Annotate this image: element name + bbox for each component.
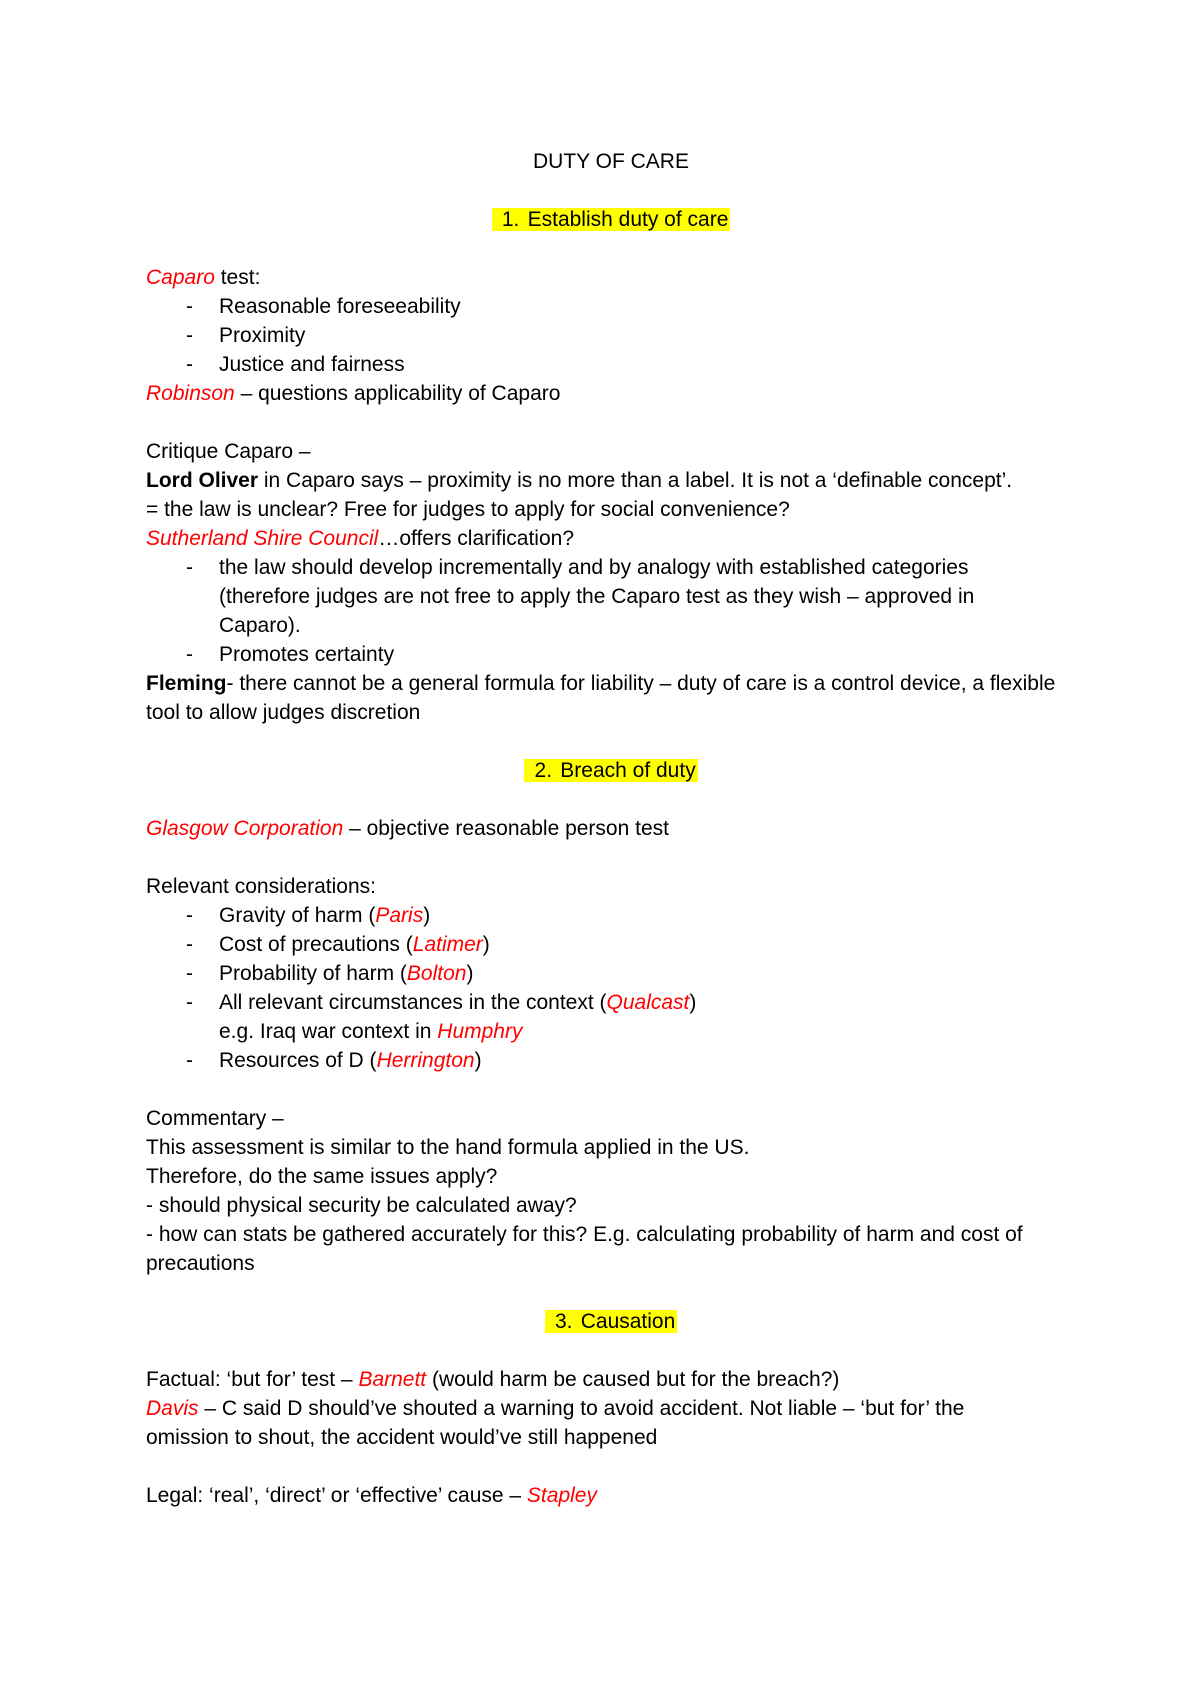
case-name: Robinson	[146, 382, 235, 405]
list-item: - the law should develop incrementally and by analogy with established categories (therefore judges are not free to apply the Caparo test as they wish – approved in Caparo).	[186, 556, 975, 637]
section-2-heading: 2. Breach of duty	[146, 756, 1076, 785]
list-item: - Reasonable foreseeability	[186, 295, 461, 318]
list-item: - Proximity	[186, 324, 306, 347]
page-title: DUTY OF CARE	[533, 150, 689, 173]
critique-heading: Critique Caparo –	[146, 440, 311, 463]
list-item: - Justice and fairness	[186, 353, 405, 376]
list-item: - All relevant circumstances in the context (Qualcast)	[186, 991, 697, 1014]
list-item: - Gravity of harm (Paris)	[186, 904, 431, 927]
document-body	[146, 147, 1076, 1510]
iraq-example: e.g. Iraq war context in Humphry	[219, 1020, 523, 1043]
sutherland-line: Sutherland Shire Council…offers clarification?	[146, 527, 575, 550]
section-3-heading: 3. Causation	[146, 1307, 1076, 1336]
list-item: - Resources of D (Herrington)	[186, 1049, 482, 1072]
fleming-paragraph: Fleming- there cannot be a general formula for liability – duty of care is a control device, a flexible tool to allow judges discretion	[146, 672, 1056, 724]
commentary-line: This assessment is similar to the hand formula applied in the US.	[146, 1136, 750, 1159]
commentary-line: - should physical security be calculated away?	[146, 1194, 577, 1217]
davis-paragraph: Davis – C said D should’ve shouted a warning to avoid accident. Not liable – ‘but for’ the omission to shout, the accident would’ve still happened	[146, 1397, 965, 1449]
caparo-criteria-list	[146, 292, 1076, 379]
commentary-line: Therefore, do the same issues apply?	[146, 1165, 498, 1188]
glasgow-line: Glasgow Corporation – objective reasonable person test	[146, 817, 669, 840]
case-name: Caparo	[146, 266, 215, 289]
sutherland-list	[146, 553, 1076, 669]
relevant-considerations-heading: Relevant considerations:	[146, 875, 376, 898]
legal-line: Legal: ‘real’, ‘direct’ or ‘effective’ cause – Stapley	[146, 1484, 597, 1507]
case-name: Sutherland Shire Council	[146, 527, 379, 550]
oliver-line: Lord Oliver in Caparo says – proximity is no more than a label. It is not a ‘definable concept’.	[146, 469, 1013, 492]
robinson-line: Robinson – questions applicability of Caparo	[146, 382, 561, 405]
factual-line: Factual: ‘but for’ test – Barnett (would harm be caused but for the breach?)	[146, 1368, 840, 1391]
list-item: - Cost of precautions (Latimer)	[186, 933, 490, 956]
case-name: Davis	[146, 1397, 199, 1420]
list-item: - Probability of harm (Bolton)	[186, 962, 474, 985]
section-1-heading: 1. Establish duty of care	[146, 205, 1076, 234]
case-name: Stapley	[526, 1484, 597, 1507]
unclear-line: = the law is unclear? Free for judges to apply for social convenience?	[146, 498, 790, 521]
considerations-list	[146, 901, 1076, 1017]
commentary-line: - how can stats be gathered accurately for this? E.g. calculating probability of harm and cost of precautions	[146, 1223, 1023, 1275]
commentary-heading: Commentary –	[146, 1107, 284, 1130]
caparo-test-line: Caparo test:	[146, 266, 261, 289]
list-item: - Promotes certainty	[186, 643, 395, 666]
case-name: Barnett	[358, 1368, 427, 1391]
case-name: Glasgow Corporation	[146, 817, 344, 840]
considerations-list-cont	[146, 1046, 1076, 1075]
